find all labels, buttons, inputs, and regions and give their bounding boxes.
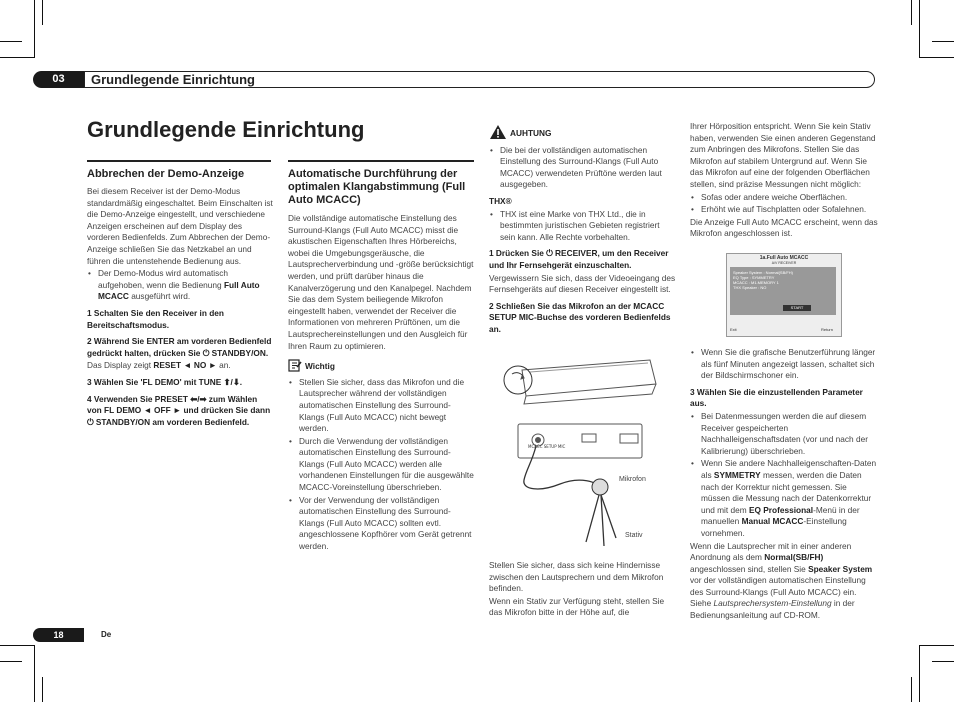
- text: -Menü in der manuellen: [701, 504, 860, 527]
- column-caution-cont: [489, 560, 679, 620]
- stand-label: Stativ: [625, 532, 643, 539]
- text: angeschlossen sind, stellen Sie: [690, 563, 809, 574]
- mic-setup-illustration: [500, 352, 680, 552]
- step-3: 3 Wählen Sie die einzustellenden Parameter aus.: [690, 386, 863, 409]
- column-setup-cont: [690, 347, 878, 623]
- crop-mark: [0, 645, 34, 646]
- crop-mark: [34, 0, 35, 58]
- heading-demo: Abbrechen der Demo-Anzeige: [87, 168, 245, 180]
- crop-mark: [0, 57, 34, 58]
- section-title: Grundlegende Einrichtung: [91, 72, 255, 87]
- caution-bullet: • Die bei der vollständigen automatischen Einstellung des Surround-Klangs (Full Auto MCACC) verwendeten Prüftöne werden laut ausgegeben.: [489, 145, 677, 191]
- text: Das Display zeigt: [87, 360, 154, 371]
- crop-mark: [932, 41, 954, 42]
- paragraph: Ihrer Hörposition entspricht. Wenn Sie kein Stativ haben, verwenden Sie einen anderen Gegenstand zum Anbringen des Mikrofons. Stellen Sie das Mikrofon auf stabilem Untergrund auf. Wenn Sie das Mikrofon auf eine der folgenden Oberflächen stellen, sind präzise Messungen nicht möglich:: [690, 121, 876, 189]
- paragraph: Die Anzeige Full Auto MCACC erscheint, wenn das Mikrofon angeschlossen ist.: [690, 216, 878, 239]
- osd-row: EQ Type : SYMMETRY: [733, 275, 775, 280]
- osd-row: Speaker System : Normal(SB/FH): [733, 270, 794, 275]
- crop-mark: [932, 661, 954, 662]
- note-bullet: • Durch die Verwendung der vollständigen automatischen Einstellung des Surround-Klangs (Full Auto MCACC) werden alle vorhandenen Einstellungen für die ausgewählte MCACC-Voreinstellung überschrieben.: [288, 436, 474, 494]
- text: Wenn die Lautsprecher mit in einer anderen Anordnung als dem: [690, 540, 852, 563]
- text: messen, werden die Daten nach der Korrektur nicht gemessen. Sie müssen die Messung nach der Datenkorrektur und mit dem: [701, 469, 872, 515]
- text-bold: RESET ◄ NO ►: [153, 360, 217, 371]
- osd-subtitle: A/V RECEIVER: [771, 261, 797, 265]
- bullet-item: • Sofas oder andere weiche Oberflächen.: [690, 192, 878, 204]
- crop-mark: [920, 645, 954, 646]
- paragraph: Vergewissern Sie sich, dass der Videoeingang des Fernsehgeräts auf diesen Receiver eingestellt ist.: [489, 272, 676, 295]
- step-1: 1 Drücken Sie ⏻ RECEIVER, um den Receiver und Ihr Fernsehgerät einzuschalten.: [489, 248, 669, 270]
- section-number: 03: [33, 71, 84, 88]
- crop-mark: [919, 645, 920, 702]
- text-bold: Full Auto MCACC: [98, 279, 260, 302]
- crop-mark: [920, 57, 954, 58]
- crop-mark: [34, 645, 35, 702]
- note-heading: [288, 358, 474, 376]
- section-header: [33, 71, 875, 88]
- heading-mcacc: Automatische Durchführung der optimalen Klangabstimmung (Full Auto MCACC): [288, 168, 466, 206]
- page-title: Grundlegende Einrichtung: [87, 117, 365, 142]
- osd-title: 1a.Full Auto MCACC: [759, 255, 809, 261]
- caution-title: AUHTUNG: [510, 128, 552, 138]
- bullet-item: • Wenn Sie die grafische Benutzerführung länger als fünf Minuten angezeigt lassen, schaltet sich der Bildschirmschoner ein.: [690, 347, 878, 382]
- text: an.: [216, 360, 231, 371]
- text-bold: Manual MCACC: [741, 516, 804, 527]
- osd-row: MCACC : M1.MEMORY 1: [733, 280, 779, 285]
- paragraph: Wenn ein Stativ zur Verfügung steht, stellen Sie das Mikrofon bitte in der Höhe auf, die: [489, 595, 665, 618]
- osd-start-button[interactable]: START: [783, 305, 811, 311]
- page-number: 18: [33, 628, 84, 642]
- column-rule: [288, 160, 474, 162]
- osd-panel: [730, 267, 836, 315]
- page-language: De: [101, 630, 112, 639]
- step-2: 2 Während Sie ENTER am vorderen Bedienfeld gedrückt halten, drücken Sie ⏻ STANDBY/ON.: [87, 336, 272, 358]
- step-3: 3 Wählen Sie 'FL DEMO' mit TUNE ⬆/⬇.: [87, 376, 243, 387]
- step-2-note: [87, 360, 273, 372]
- bullet-item: • Bei Datenmessungen werden die auf diesem Receiver gespeicherten Nachhalleigenschaftsdaten (vor und nach der Kalibrierung) überschrieben.: [690, 411, 878, 457]
- paragraph: Bei diesem Receiver ist der Demo-Modus standardmäßig eingeschaltet. Beim Einschalten ist die Demo-Anzeige eingestellt, und verschiedene Anzeigen erscheinen auf dem Display des vorderen Bedienfelds. Zum Abbrechen der Demo-Anzeige schließen Sie das Netzkabel an und führen die untenstehende Bedienung aus.: [87, 186, 273, 266]
- paragraph: Die vollständige automatische Einstellung des Surround-Klangs (Full Auto MCACC) misst die akustischen Eigenschaften Ihres Hörbereichs, wobei die Umgebungsgeräusche, die Lautsprecherverbindung und -größe berücksichtigt werden, und prüft darüber hinaus die Kanalverzögerung und den Kanalpegel. Nachdem Sie das dem System beiliegende Mikrofon eingestellt haben, verwendet der Receiver die Informationen von mehreren Prüftönen, um die Lautsprechereinstellungen und den Ausgleich für Ihren Raum zu optimieren.: [288, 213, 474, 351]
- osd-screen: [726, 253, 842, 337]
- text: in der Bedienungsanleitung auf CD-ROM.: [690, 598, 855, 621]
- text-bold: SYMMETRY: [713, 469, 761, 480]
- crop-mark: [42, 677, 43, 702]
- caution-heading: [489, 124, 677, 144]
- text: ausgeführt wird.: [128, 291, 191, 302]
- note-title: Wichtig: [305, 361, 335, 372]
- note-bullet: • Stellen Sie sicher, dass das Mikrofon und die Lautsprecher während der vollständigen automatischen Einstellung des Surround-Klangs (Full Auto MCACC) nicht bewegt werden.: [288, 377, 474, 435]
- text-bold: Normal(SB/FH): [764, 552, 824, 563]
- bullet-item: [87, 268, 273, 303]
- crop-mark: [42, 0, 43, 25]
- text: Wenn Sie andere Nachhalleigenschaften-Daten als: [701, 458, 877, 480]
- osd-row: THX Speaker : NO: [733, 285, 767, 290]
- crop-mark: [919, 0, 920, 58]
- warning-icon: [489, 124, 507, 144]
- bullet-item: • Erhöht wie auf Tischplatten oder Sofalehnen.: [690, 204, 878, 216]
- step-4: 4 Verwenden Sie PRESET ⬅/➡ zum Wählen von FL DEMO ◄ OFF ► und drücken Sie dann ⏻ STANDBY/ON am vorderen Bedienfeld.: [87, 393, 271, 427]
- crop-mark: [911, 677, 912, 702]
- step-1: 1 Schalten Sie den Receiver in den Bereitschaftsmodus.: [87, 307, 224, 330]
- step-2: 2 Schließen Sie das Mikrofon an der MCACC SETUP MIC-Buchse des vorderen Bedienfelds an.: [489, 300, 671, 334]
- text-italic: Lautsprechersystem-Einstellung: [713, 598, 832, 609]
- osd-exit-label: Exit: [730, 327, 737, 332]
- thx-heading: THX®: [489, 195, 512, 206]
- crop-mark: [911, 0, 912, 25]
- paragraph: [690, 541, 878, 622]
- text-bold: Speaker System: [808, 563, 873, 574]
- column-demo: [87, 168, 273, 429]
- note-bullet: • Vor der Verwendung der vollständigen automatischen Einstellung des Surround-Klangs (Full Auto MCACC) sollten evtl. angeschlossene Kopfhörer vom Gerät getrennt werden.: [288, 495, 474, 553]
- column-setup: [690, 121, 878, 241]
- crop-mark: [0, 661, 22, 662]
- column-caution: [489, 124, 677, 337]
- jack-label: MCACC SETUP MIC: [528, 444, 566, 449]
- thx-bullet: • THX ist eine Marke von THX Ltd., die in bestimmten juristischen Gebieten registriert sein kann. Alle Rechte vorbehalten.: [489, 209, 677, 244]
- mic-label: Mikrofon: [619, 476, 646, 483]
- crop-mark: [0, 41, 22, 42]
- column-rule: [87, 160, 271, 162]
- paragraph: Stellen Sie sicher, dass sich keine Hindernisse zwischen den Lautsprechern und dem Mikrofon befinden.: [489, 560, 664, 594]
- text: -Einstellung vornehmen.: [701, 516, 847, 538]
- text-bold: EQ Professional: [748, 504, 814, 515]
- text: vor der vollständigen automatischen Einstellung des Surround-Klangs (Full Auto MCACC) ein. Siehe: [690, 575, 866, 609]
- osd-return-label: Return: [820, 327, 833, 332]
- bullet-item: [690, 458, 878, 539]
- column-mcacc: [288, 168, 474, 554]
- section-title-box: [84, 71, 875, 88]
- note-icon: [288, 358, 302, 376]
- text: Der Demo-Modus wird automatisch aufgehoben, wenn die Bedienung: [98, 268, 229, 290]
